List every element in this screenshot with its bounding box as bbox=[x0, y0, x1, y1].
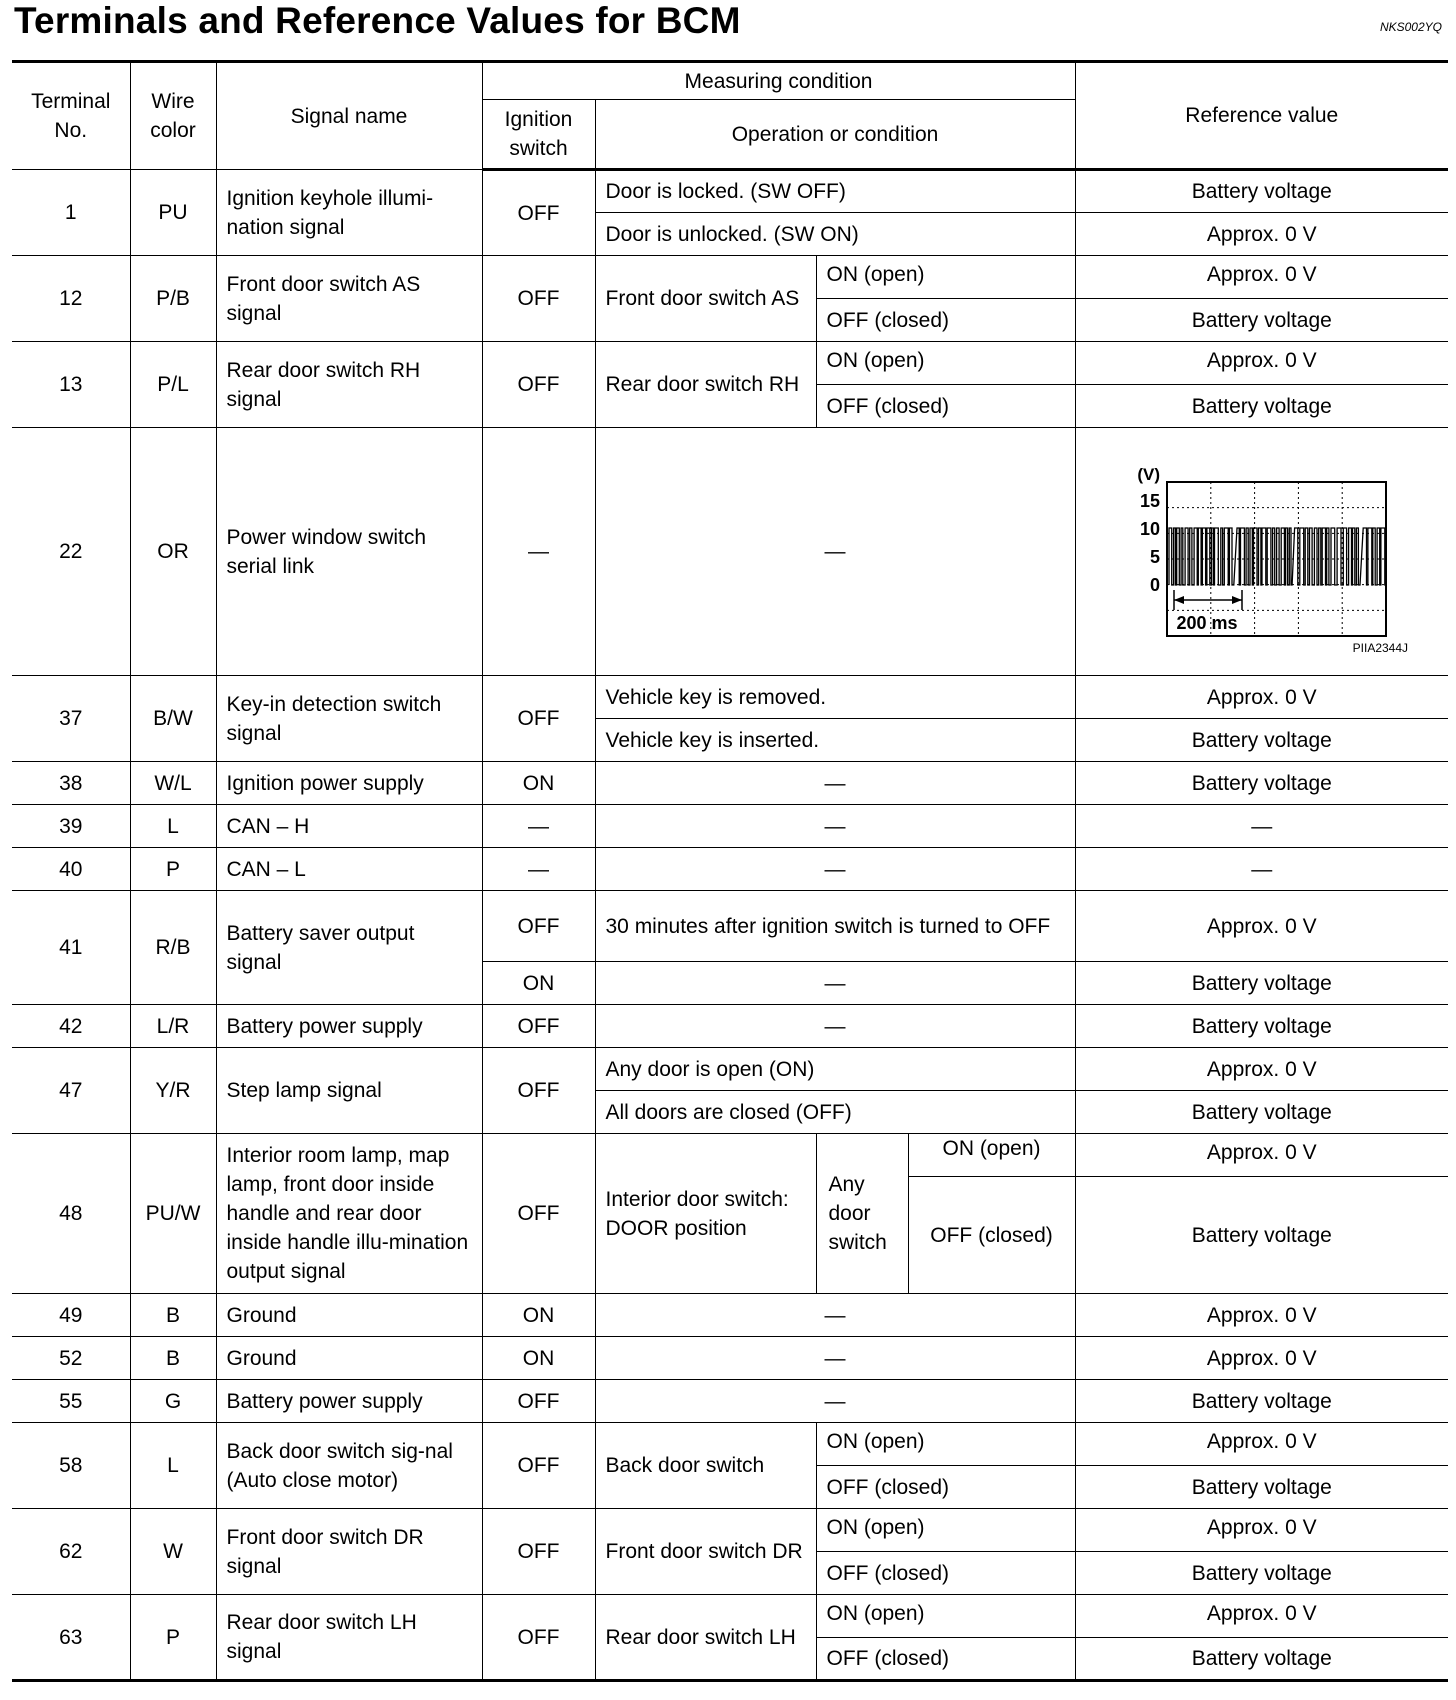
wire-color-cell: Y/R bbox=[130, 1048, 216, 1134]
ignition-cell: OFF bbox=[482, 170, 595, 256]
signal-name-cell: Rear door switch LH signal bbox=[216, 1595, 482, 1681]
wire-color-cell: P bbox=[130, 848, 216, 891]
terminal-cell: 58 bbox=[12, 1423, 130, 1509]
table-row bbox=[12, 1048, 1448, 1091]
terminal-cell: 62 bbox=[12, 1509, 130, 1595]
reference-waveform-cell bbox=[1075, 428, 1448, 676]
reference-cell: Battery voltage bbox=[1075, 1005, 1448, 1048]
condition-cell: ON (open) bbox=[908, 1134, 1075, 1177]
signal-name-cell: Front door switch AS signal bbox=[216, 256, 482, 342]
operation-cell: — bbox=[595, 848, 1075, 891]
signal-name-cell: CAN – H bbox=[216, 805, 482, 848]
ignition-cell: OFF bbox=[482, 256, 595, 342]
header-measuring-condition: Measuring condition bbox=[482, 62, 1075, 100]
terminal-cell: 55 bbox=[12, 1380, 130, 1423]
signal-name-cell: Key-in detection switch signal bbox=[216, 676, 482, 762]
condition-cell: OFF (closed) bbox=[816, 299, 1075, 342]
operation-cell: Rear door switch RH bbox=[595, 342, 816, 428]
table-row bbox=[12, 1337, 1448, 1380]
reference-cell: Battery voltage bbox=[1075, 299, 1448, 342]
table-row bbox=[12, 1423, 1448, 1466]
signal-name-cell: Front door switch DR signal bbox=[216, 1509, 482, 1595]
table-row bbox=[12, 676, 1448, 719]
reference-cell: Battery voltage bbox=[1075, 1380, 1448, 1423]
wire-color-cell: P/B bbox=[130, 256, 216, 342]
wire-color-cell: P/L bbox=[130, 342, 216, 428]
ignition-cell: — bbox=[482, 805, 595, 848]
header-ignition-switch: Ignition switch bbox=[482, 100, 595, 170]
table-row bbox=[12, 805, 1448, 848]
reference-cell: Approx. 0 V bbox=[1075, 1423, 1448, 1466]
table-row bbox=[12, 848, 1448, 891]
header-wire-color: Wire color bbox=[130, 62, 216, 170]
ignition-cell: ON bbox=[482, 1294, 595, 1337]
condition-cell: OFF (closed) bbox=[816, 1638, 1075, 1681]
table-row bbox=[12, 891, 1448, 962]
waveform-figure-code: PIIA2344J bbox=[1352, 641, 1409, 655]
reference-cell: Battery voltage bbox=[1075, 1552, 1448, 1595]
arrow-left-icon bbox=[1174, 596, 1184, 604]
ignition-cell: ON bbox=[482, 962, 595, 1005]
terminal-cell: 1 bbox=[12, 170, 130, 256]
signal-name-cell: Ground bbox=[216, 1294, 482, 1337]
condition-cell: All doors are closed (OFF) bbox=[595, 1091, 1075, 1134]
table-row bbox=[12, 428, 1448, 676]
ignition-cell: OFF bbox=[482, 1380, 595, 1423]
terminal-cell: 12 bbox=[12, 256, 130, 342]
terminal-cell: 49 bbox=[12, 1294, 130, 1337]
condition-cell: OFF (closed) bbox=[816, 1466, 1075, 1509]
ignition-cell: OFF bbox=[482, 1509, 595, 1595]
wire-color-cell: B/W bbox=[130, 676, 216, 762]
terminal-cell: 22 bbox=[12, 428, 130, 676]
reference-cell: Approx. 0 V bbox=[1075, 1294, 1448, 1337]
terminal-cell: 47 bbox=[12, 1048, 130, 1134]
terminal-cell: 38 bbox=[12, 762, 130, 805]
waveform-tick-10: 10 bbox=[1139, 518, 1160, 539]
table-row bbox=[12, 1380, 1448, 1423]
condition-cell: — bbox=[595, 962, 1075, 1005]
terminal-cell: 42 bbox=[12, 1005, 130, 1048]
wire-color-cell: P bbox=[130, 1595, 216, 1681]
reference-cell: Approx. 0 V bbox=[1075, 342, 1448, 385]
reference-cell: Battery voltage bbox=[1075, 962, 1448, 1005]
ignition-cell: OFF bbox=[482, 1048, 595, 1134]
condition-cell: Vehicle key is inserted. bbox=[595, 719, 1075, 762]
reference-cell: Approx. 0 V bbox=[1075, 1509, 1448, 1552]
waveform-tick-15: 15 bbox=[1139, 490, 1160, 511]
reference-cell: — bbox=[1075, 848, 1448, 891]
ignition-cell: ON bbox=[482, 1337, 595, 1380]
terminal-cell: 13 bbox=[12, 342, 130, 428]
table-row bbox=[12, 762, 1448, 805]
signal-name-cell: Ground bbox=[216, 1337, 482, 1380]
reference-cell: Battery voltage bbox=[1075, 385, 1448, 428]
reference-cell: — bbox=[1075, 805, 1448, 848]
arrow-right-icon bbox=[1232, 596, 1242, 604]
wire-color-cell: PU bbox=[130, 170, 216, 256]
reference-cell: Approx. 0 V bbox=[1075, 1134, 1448, 1177]
header-reference-value: Reference value bbox=[1075, 62, 1448, 170]
signal-name-cell: Battery power supply bbox=[216, 1380, 482, 1423]
serial-link-waveform bbox=[1112, 454, 1412, 644]
signal-name-cell: CAN – L bbox=[216, 848, 482, 891]
terminal-cell: 40 bbox=[12, 848, 130, 891]
wire-color-cell: R/B bbox=[130, 891, 216, 1005]
table-row bbox=[12, 256, 1448, 299]
signal-name-cell: Ignition power supply bbox=[216, 762, 482, 805]
condition-cell: OFF (closed) bbox=[908, 1177, 1075, 1294]
operation-cell: — bbox=[595, 1005, 1075, 1048]
reference-cell: Battery voltage bbox=[1075, 1091, 1448, 1134]
condition-cell: Door is unlocked. (SW ON) bbox=[595, 213, 1075, 256]
wire-color-cell: PU/W bbox=[130, 1134, 216, 1294]
waveform-tick-0: 0 bbox=[1149, 574, 1160, 595]
terminal-cell: 48 bbox=[12, 1134, 130, 1294]
condition-cell: 30 minutes after ignition switch is turned to OFF bbox=[595, 891, 1075, 962]
wire-color-cell: L bbox=[130, 1423, 216, 1509]
reference-cell: Battery voltage bbox=[1075, 719, 1448, 762]
operation-cell: Front door switch AS bbox=[595, 256, 816, 342]
condition-cell: ON (open) bbox=[816, 1509, 1075, 1552]
signal-name-cell: Ignition keyhole illumi-nation signal bbox=[216, 170, 482, 256]
reference-cell: Battery voltage bbox=[1075, 1177, 1448, 1294]
table-row bbox=[12, 1005, 1448, 1048]
ignition-cell: OFF bbox=[482, 1005, 595, 1048]
condition-cell: Door is locked. (SW OFF) bbox=[595, 170, 1075, 213]
operation-cell: Rear door switch LH bbox=[595, 1595, 816, 1681]
reference-cell: Approx. 0 V bbox=[1075, 1595, 1448, 1638]
ignition-cell: ON bbox=[482, 762, 595, 805]
table-row bbox=[12, 170, 1448, 213]
condition-cell: OFF (closed) bbox=[816, 1552, 1075, 1595]
terminal-cell: 37 bbox=[12, 676, 130, 762]
document-code: NKS002YQ bbox=[1379, 20, 1442, 34]
wire-color-cell: G bbox=[130, 1380, 216, 1423]
waveform-trace bbox=[1169, 528, 1387, 585]
ignition-cell: OFF bbox=[482, 676, 595, 762]
operation-sub-cell: Any door switch bbox=[816, 1134, 908, 1294]
signal-name-cell: Interior room lamp, map lamp, front door inside handle and rear door inside handle illu-mination output signal bbox=[216, 1134, 482, 1294]
header-terminal: Terminal No. bbox=[12, 62, 130, 170]
operation-cell: Front door switch DR bbox=[595, 1509, 816, 1595]
page-title: Terminals and Reference Values for BCM bbox=[14, 0, 741, 41]
wire-color-cell: L bbox=[130, 805, 216, 848]
operation-cell: — bbox=[595, 805, 1075, 848]
header-operation-condition: Operation or condition bbox=[595, 100, 1075, 170]
signal-name-cell: Rear door switch RH signal bbox=[216, 342, 482, 428]
ignition-cell: — bbox=[482, 428, 595, 676]
condition-cell: ON (open) bbox=[816, 342, 1075, 385]
terminal-cell: 39 bbox=[12, 805, 130, 848]
waveform-tick-5: 5 bbox=[1149, 546, 1160, 567]
reference-cell: Approx. 0 V bbox=[1075, 1337, 1448, 1380]
operation-cell: — bbox=[595, 428, 1075, 676]
ignition-cell: OFF bbox=[482, 342, 595, 428]
table-row bbox=[12, 1294, 1448, 1337]
waveform-unit-label: (V) bbox=[1137, 464, 1160, 484]
header-signal-name: Signal name bbox=[216, 62, 482, 170]
waveform-time-label: 200 ms bbox=[1176, 612, 1238, 633]
table-row bbox=[12, 342, 1448, 385]
wire-color-cell: B bbox=[130, 1337, 216, 1380]
operation-cell: Interior door switch: DOOR position bbox=[595, 1134, 816, 1294]
table-row bbox=[12, 1509, 1448, 1552]
table-row bbox=[12, 1134, 1448, 1177]
condition-cell: OFF (closed) bbox=[816, 385, 1075, 428]
terminal-cell: 41 bbox=[12, 891, 130, 1005]
ignition-cell: OFF bbox=[482, 1134, 595, 1294]
bcm-terminal-table bbox=[12, 60, 1448, 1682]
wire-color-cell: W/L bbox=[130, 762, 216, 805]
condition-cell: Vehicle key is removed. bbox=[595, 676, 1075, 719]
reference-cell: Approx. 0 V bbox=[1075, 676, 1448, 719]
wire-color-cell: B bbox=[130, 1294, 216, 1337]
signal-name-cell: Battery saver output signal bbox=[216, 891, 482, 1005]
wire-color-cell: OR bbox=[130, 428, 216, 676]
signal-name-cell: Step lamp signal bbox=[216, 1048, 482, 1134]
wire-color-cell: L/R bbox=[130, 1005, 216, 1048]
operation-cell: Back door switch bbox=[595, 1423, 816, 1509]
reference-cell: Approx. 0 V bbox=[1075, 891, 1448, 962]
operation-cell: — bbox=[595, 1337, 1075, 1380]
reference-cell: Approx. 0 V bbox=[1075, 256, 1448, 299]
operation-cell: — bbox=[595, 1294, 1075, 1337]
operation-cell: — bbox=[595, 1380, 1075, 1423]
condition-cell: ON (open) bbox=[816, 1423, 1075, 1466]
terminal-cell: 63 bbox=[12, 1595, 130, 1681]
ignition-cell: OFF bbox=[482, 1423, 595, 1509]
table-row bbox=[12, 1595, 1448, 1638]
ignition-cell: — bbox=[482, 848, 595, 891]
operation-cell: — bbox=[595, 762, 1075, 805]
condition-cell: ON (open) bbox=[816, 1595, 1075, 1638]
signal-name-cell: Power window switch serial link bbox=[216, 428, 482, 676]
reference-cell: Battery voltage bbox=[1075, 1466, 1448, 1509]
wire-color-cell: W bbox=[130, 1509, 216, 1595]
reference-cell: Battery voltage bbox=[1075, 1638, 1448, 1681]
reference-cell: Battery voltage bbox=[1075, 762, 1448, 805]
reference-cell: Approx. 0 V bbox=[1075, 1048, 1448, 1091]
ignition-cell: OFF bbox=[482, 1595, 595, 1681]
reference-cell: Approx. 0 V bbox=[1075, 213, 1448, 256]
signal-name-cell: Battery power supply bbox=[216, 1005, 482, 1048]
reference-cell: Battery voltage bbox=[1075, 170, 1448, 213]
signal-name-cell: Back door switch sig-nal (Auto close motor) bbox=[216, 1423, 482, 1509]
condition-cell: Any door is open (ON) bbox=[595, 1048, 1075, 1091]
ignition-cell: OFF bbox=[482, 891, 595, 962]
terminal-cell: 52 bbox=[12, 1337, 130, 1380]
condition-cell: ON (open) bbox=[816, 256, 1075, 299]
